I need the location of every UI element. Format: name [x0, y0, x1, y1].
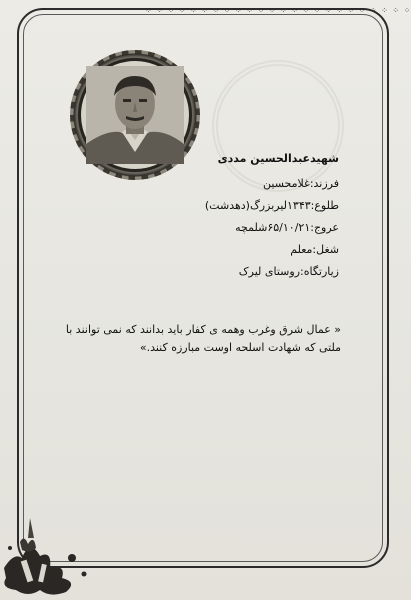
border-ornament: ⁘ ⁘ ⁘ ⁘ ⁘ ⁘ ⁘ ⁘ ⁘ ⁘ ⁘ ⁘ ⁘ ⁘ ⁘ ⁘ ⁘ ⁘ ⁘ ⁘ ⁘ ⁘ ⁘ ⁘ — [145, 6, 411, 15]
bleed-through-text — [60, 360, 360, 374]
death-info: عروج:۶۵/۱۰/۲۱شلمچه — [235, 221, 339, 234]
martyr-name: شهیدعبدالحسین مددی — [217, 152, 339, 165]
martyr-portrait — [86, 66, 184, 164]
shrine-location: زیارتگاه:روستای لیرک — [238, 265, 339, 278]
martyr-quote: « عمال شرق وغرب وهمه ی کفار باید بدانند که نمی توانند با ملتی که شهادت اسلحه اوست مبارزه کنند.» — [65, 323, 341, 354]
portrait-medallion — [70, 50, 200, 180]
occupation: شغل:معلم — [290, 243, 339, 256]
birth-info: طلوع:۱۳۴۳لیربزرگ(دهدشت) — [204, 199, 339, 212]
father-name: فرزند:غلامحسین — [263, 177, 339, 190]
ink-splatter-decoration — [0, 498, 95, 600]
